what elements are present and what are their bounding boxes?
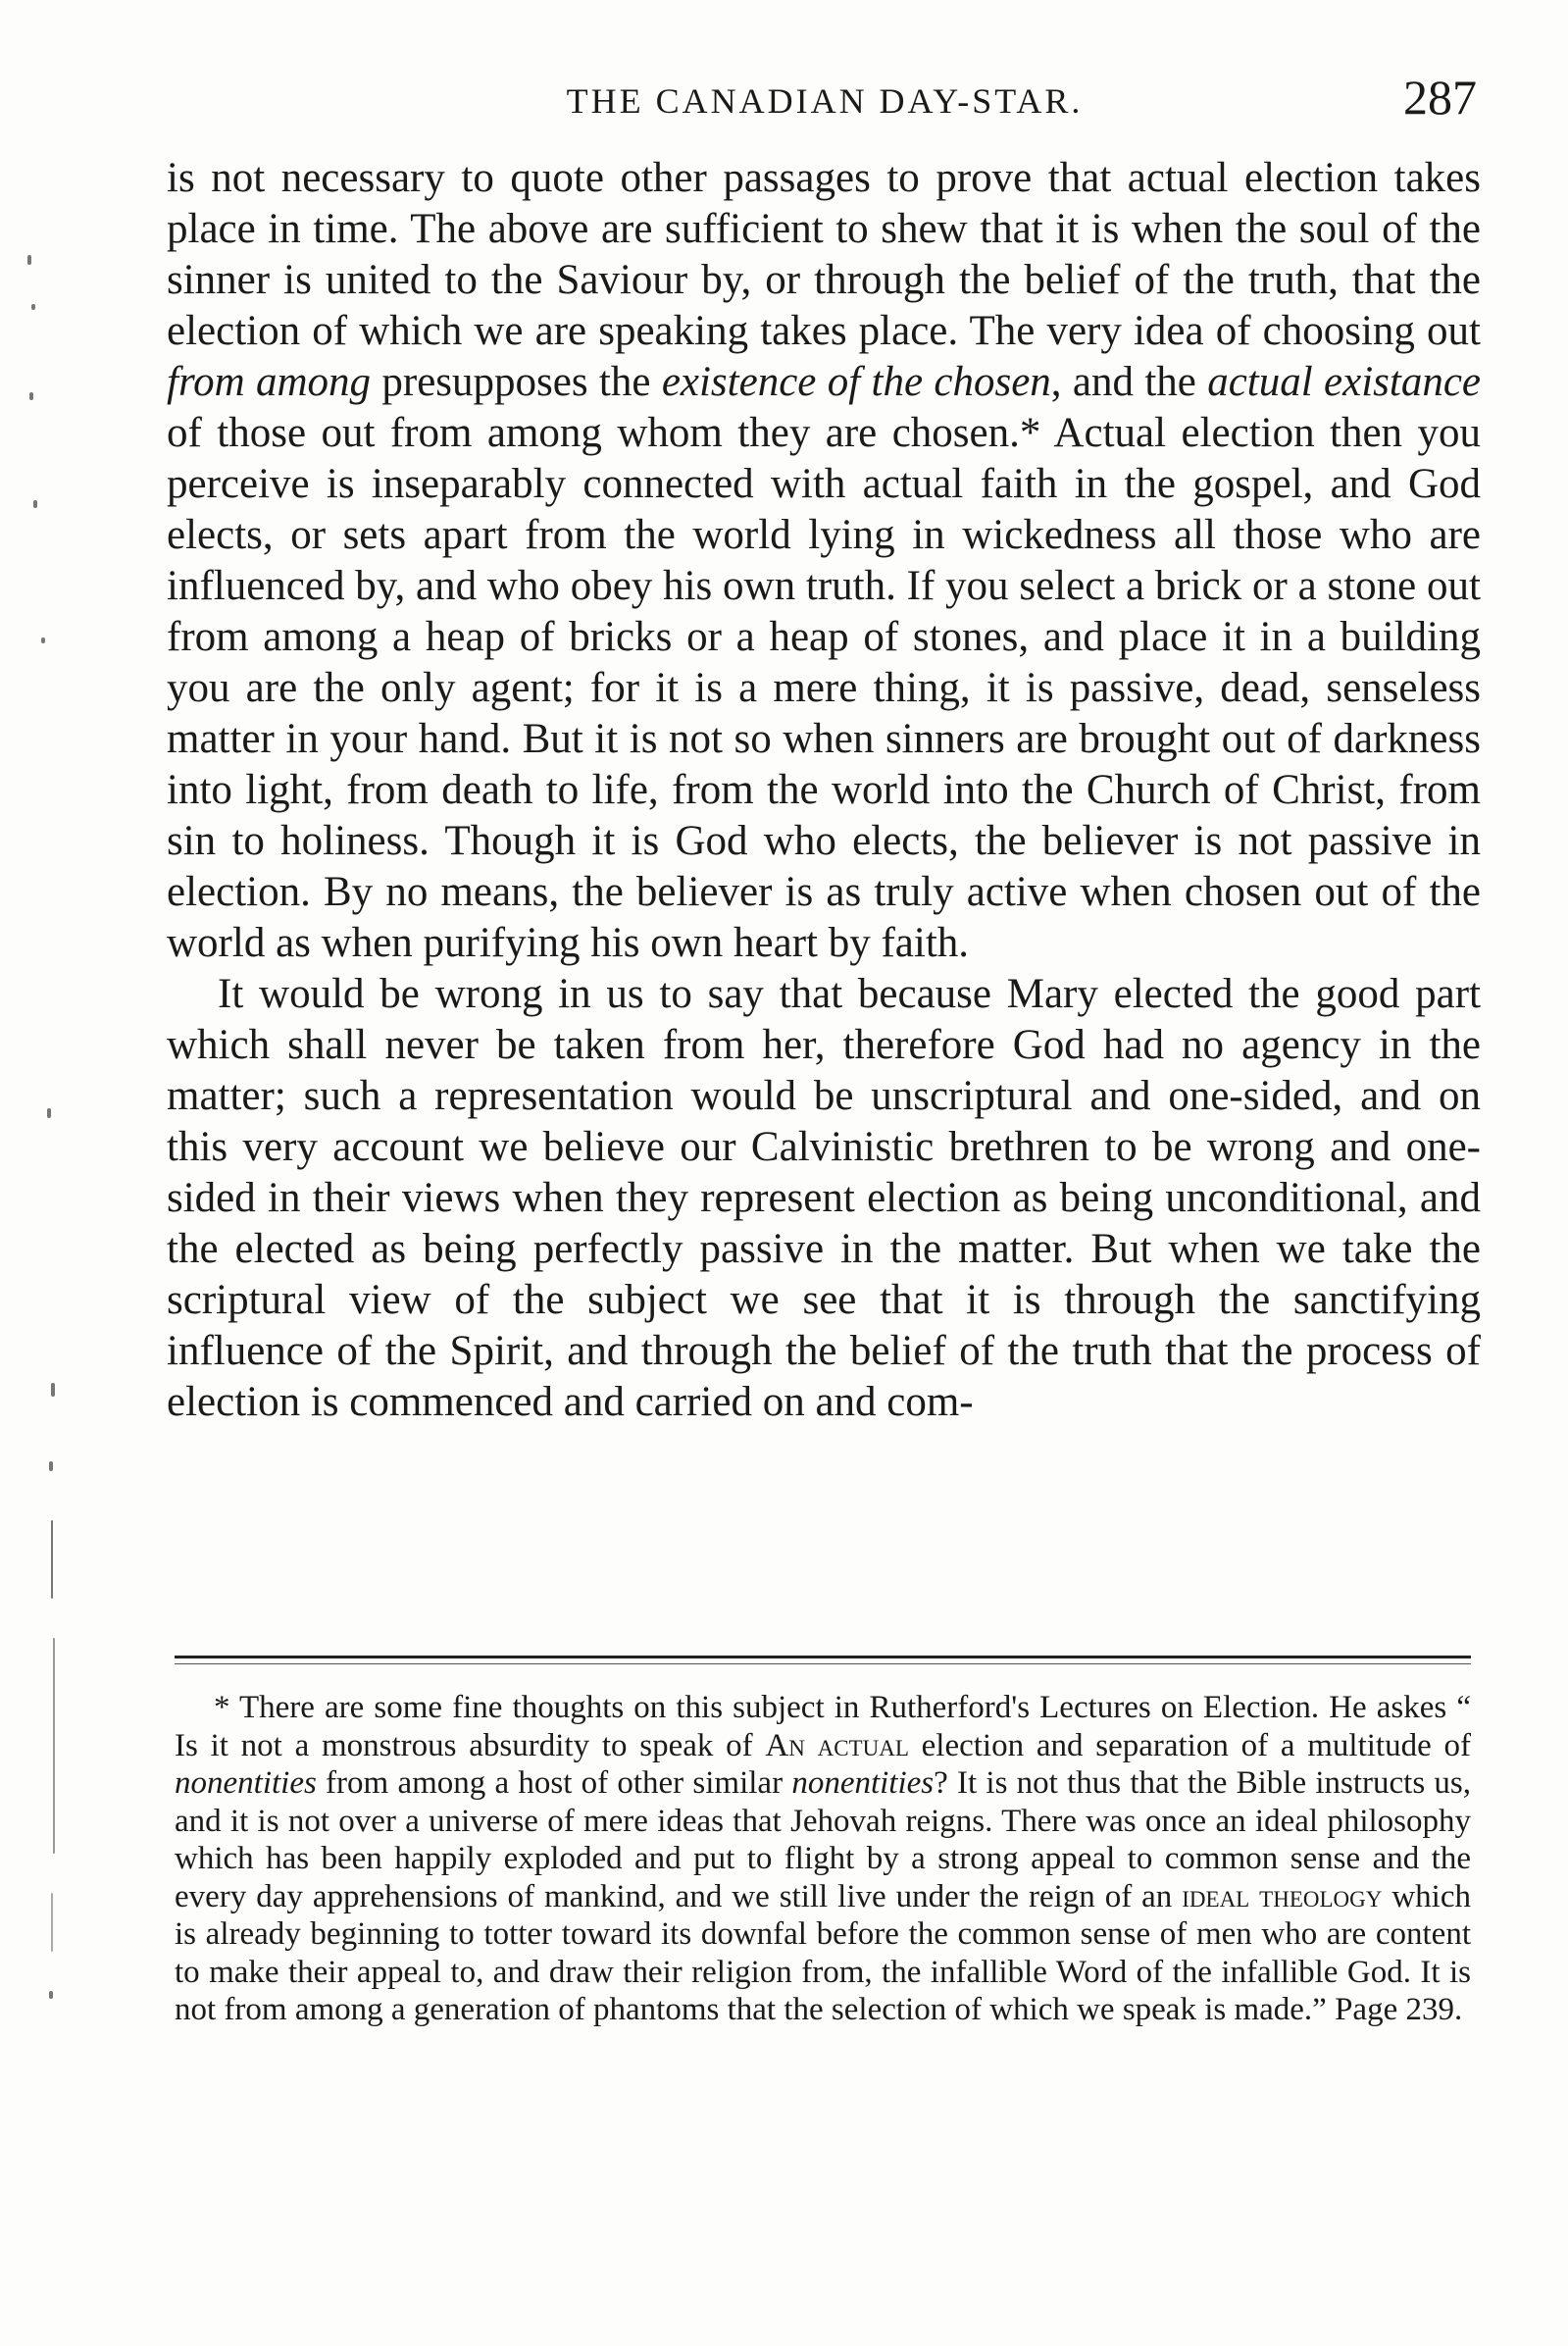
footnote-smallcaps-ideal-theology: ideal theology xyxy=(1182,1878,1383,1914)
page-number: 287 xyxy=(1403,70,1477,125)
paragraph-1-text-d: of those out from among whom they are chosen.* Actual election then you perceive is inseparably connected with actual faith in the gospel, and God elects, or sets apart from the world lying in wickedness all those who are influenced by, and who obey his own truth. If you select a brick or a stone out from among a heap of bricks or a heap of stones, and place it in a building you are the only agent; for it is a mere thing, it is passive, dead, senseless matter in your hand. But it is not so when sinners are brought out of darkness into light, from death to life, from the world into the Church of Christ, from sin to holiness. Though it is God who elects, the believer is not passive in election. By no means, the believer is as truly active when chosen out of the world as when purifying his own heart by faith. xyxy=(167,410,1481,966)
margin-scan-specks xyxy=(22,245,71,2109)
paragraph-1-text-b: presupposes the xyxy=(371,359,662,405)
scan-speck xyxy=(51,1893,53,1952)
footnote-text-e: which is already beginning to totter toward its downfal before the common sense of men who are content to make their appeal to, and draw their religion from, the infallible Word of the infallible God. It is not from among a generation of phantoms that the selection of which we speak is made.” Page 239. xyxy=(175,1878,1471,2027)
scan-speck xyxy=(49,1461,53,1471)
emphasis-actual-existance: actual existance xyxy=(1207,359,1481,405)
main-text xyxy=(167,153,1481,1428)
scan-speck xyxy=(49,1991,53,1999)
scan-speck xyxy=(41,638,45,643)
footnote-text-c: from among a host of other similar xyxy=(316,1765,792,1801)
scan-speck xyxy=(51,1383,55,1397)
footnote-text-b: election and separation of a multitude of xyxy=(908,1727,1471,1763)
emphasis-existence-of-chosen: existence of the chosen xyxy=(661,359,1051,405)
paragraph-1-text-a: is not necessary to quote other passages to prove that actual election takes place in time. The above are sufficient to shew that it is when the soul of the sinner is united to the Saviour by, or through the belief of the truth, that the election of which we are speaking takes place. The very idea of choosing out xyxy=(167,155,1481,354)
running-title: THE CANADIAN DAY-STAR. xyxy=(566,81,1084,121)
footnote-paragraph xyxy=(175,1689,1471,2029)
scan-speck xyxy=(53,1638,55,1854)
footnote xyxy=(175,1689,1471,2029)
emphasis-from-among: from among xyxy=(167,359,372,405)
scan-speck xyxy=(51,1520,53,1599)
footnote-emphasis-nonentities-2: nonentities xyxy=(791,1765,935,1801)
scan-speck xyxy=(47,1108,51,1118)
footnote-smallcaps-an-actual: An actual xyxy=(765,1727,909,1763)
running-head xyxy=(173,69,1477,128)
scan-speck xyxy=(33,500,37,508)
footnote-emphasis-nonentities-1: nonentities xyxy=(175,1765,317,1801)
footnote-rule-thin xyxy=(175,1663,1471,1664)
paragraph-2: It would be wrong in us to say that because Mary elected the good part which shall never be taken from her, therefore God had no agency in the matter; such a representation would be unscriptural and one-sided, and on this very account we believe our Calvinistic brethren to be wrong and one-sided in their views when they represent election as being unconditional, and the elected as being perfectly passive in the matter. But when we take the scriptural view of the subject we see that it is through the sanctifying influence of the Spirit, and through the belief of the truth that the process of election is commenced and carried on and com- xyxy=(167,971,1481,1425)
scan-speck xyxy=(29,392,33,400)
footnote-text-a: * There are some fine thoughts on this subject in Rutherford's Lectures on Election. He askes “ Is it not a monstrous absurdity to speak of xyxy=(175,1690,1471,1763)
footnote-rule xyxy=(175,1656,1471,1658)
scan-speck xyxy=(31,304,35,310)
paragraph-1 xyxy=(167,153,1481,969)
paragraph-1-text-c: , and the xyxy=(1050,359,1208,405)
footnote-text-d: ? It is not thus that the Bible instructs us, and it is not over a universe of mere ideas that Jehovah reigns. There was once an ideal philosophy which has been happily exploded and put to flight by a strong appeal to common sense and the every day apprehensions of mankind, and we still live under the reign of an xyxy=(175,1765,1471,1914)
scan-speck xyxy=(27,255,31,265)
